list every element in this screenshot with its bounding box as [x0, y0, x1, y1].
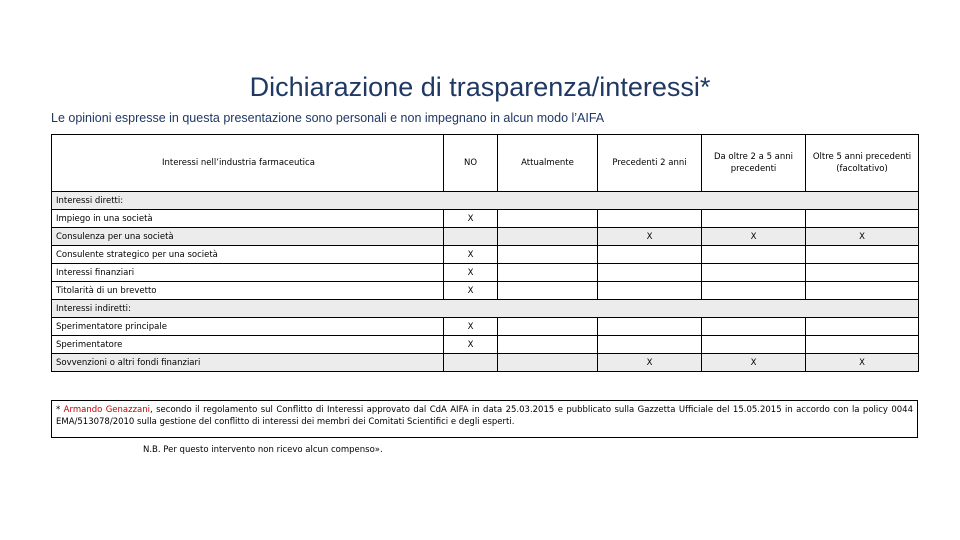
table-cell — [498, 318, 598, 336]
footnote-prefix: * — [56, 405, 64, 415]
table-cell: X — [444, 282, 498, 300]
table-section-row — [52, 192, 919, 210]
table-cell — [498, 210, 598, 228]
table-body — [52, 192, 919, 372]
table-cell — [598, 336, 702, 354]
table-row — [52, 264, 919, 282]
table-cell: X — [598, 354, 702, 372]
table-cell: X — [702, 228, 806, 246]
table-cell: X — [444, 336, 498, 354]
table-cell — [498, 282, 598, 300]
table-cell — [806, 246, 919, 264]
table-header: Interessi nell’industria farmaceutica — [52, 135, 444, 192]
table-row — [52, 246, 919, 264]
row-label: Interessi finanziari — [52, 264, 444, 282]
table-cell: X — [702, 354, 806, 372]
table-row — [52, 318, 919, 336]
table-cell — [806, 264, 919, 282]
table-row — [52, 210, 919, 228]
table-cell — [806, 336, 919, 354]
nb-note: N.B. Per questo intervento non ricevo alcun compenso». — [143, 445, 383, 455]
table-row — [52, 228, 919, 246]
table-cell — [498, 354, 598, 372]
table-cell: X — [444, 246, 498, 264]
table-cell — [498, 246, 598, 264]
section-label: Interessi diretti: — [52, 192, 919, 210]
footnote-author-name: Armando Genazzani — [63, 405, 151, 415]
table-row — [52, 282, 919, 300]
table-header: NO — [444, 135, 498, 192]
table-header: Precedenti 2 anni — [598, 135, 702, 192]
row-label: Consulenza per una società — [52, 228, 444, 246]
table-header: Attualmente — [498, 135, 598, 192]
table-cell: X — [806, 354, 919, 372]
table-cell — [498, 336, 598, 354]
table-cell — [702, 246, 806, 264]
section-label: Interessi indiretti: — [52, 300, 919, 318]
row-label: Sovvenzioni o altri fondi finanziari — [52, 354, 444, 372]
table-cell — [702, 318, 806, 336]
footnote — [51, 400, 918, 438]
slide-title: Dichiarazione di trasparenza/interessi* — [249, 72, 711, 102]
table-cell: X — [444, 318, 498, 336]
table-cell — [806, 210, 919, 228]
table-cell: X — [444, 264, 498, 282]
table-cell — [806, 282, 919, 300]
slide-subtitle: Le opinioni espresse in questa presentazione sono personali e non impegnano in alcun modo l’AIFA — [51, 111, 605, 125]
table-cell — [598, 282, 702, 300]
table-cell — [806, 318, 919, 336]
table-row — [52, 336, 919, 354]
table-row — [52, 354, 919, 372]
table-header: Oltre 5 anni precedenti (facoltativo) — [806, 135, 919, 192]
footnote-text: , secondo il regolamento sul Conflitto di Interessi approvato dal CdA AIFA in data 25.03.2015 e pubblicato sulla Gazzetta Ufficiale del 15.05.2015 in accordo con la policy 0044 EMA/513078/2010 sulla gestione del conflitto di interessi dei membri dei Comitati Scientifici e degli esperti. — [56, 405, 913, 427]
table-cell: X — [598, 228, 702, 246]
table-cell — [498, 228, 598, 246]
row-label: Titolarità di un brevetto — [52, 282, 444, 300]
interests-table — [51, 134, 919, 372]
table-cell: X — [444, 210, 498, 228]
table-cell — [598, 210, 702, 228]
table-cell — [598, 246, 702, 264]
row-label: Impiego in una società — [52, 210, 444, 228]
table-cell — [598, 318, 702, 336]
table-cell: X — [806, 228, 919, 246]
table-cell — [702, 282, 806, 300]
table-cell — [702, 336, 806, 354]
row-label: Sperimentatore principale — [52, 318, 444, 336]
table-cell — [702, 264, 806, 282]
table-section-row — [52, 300, 919, 318]
table-header: Da oltre 2 a 5 anni precedenti — [702, 135, 806, 192]
table-cell — [598, 264, 702, 282]
row-label: Sperimentatore — [52, 336, 444, 354]
table-cell — [498, 264, 598, 282]
table-cell — [444, 354, 498, 372]
row-label: Consulente strategico per una società — [52, 246, 444, 264]
table-cell — [444, 228, 498, 246]
table-cell — [702, 210, 806, 228]
table-header-row — [52, 135, 919, 192]
